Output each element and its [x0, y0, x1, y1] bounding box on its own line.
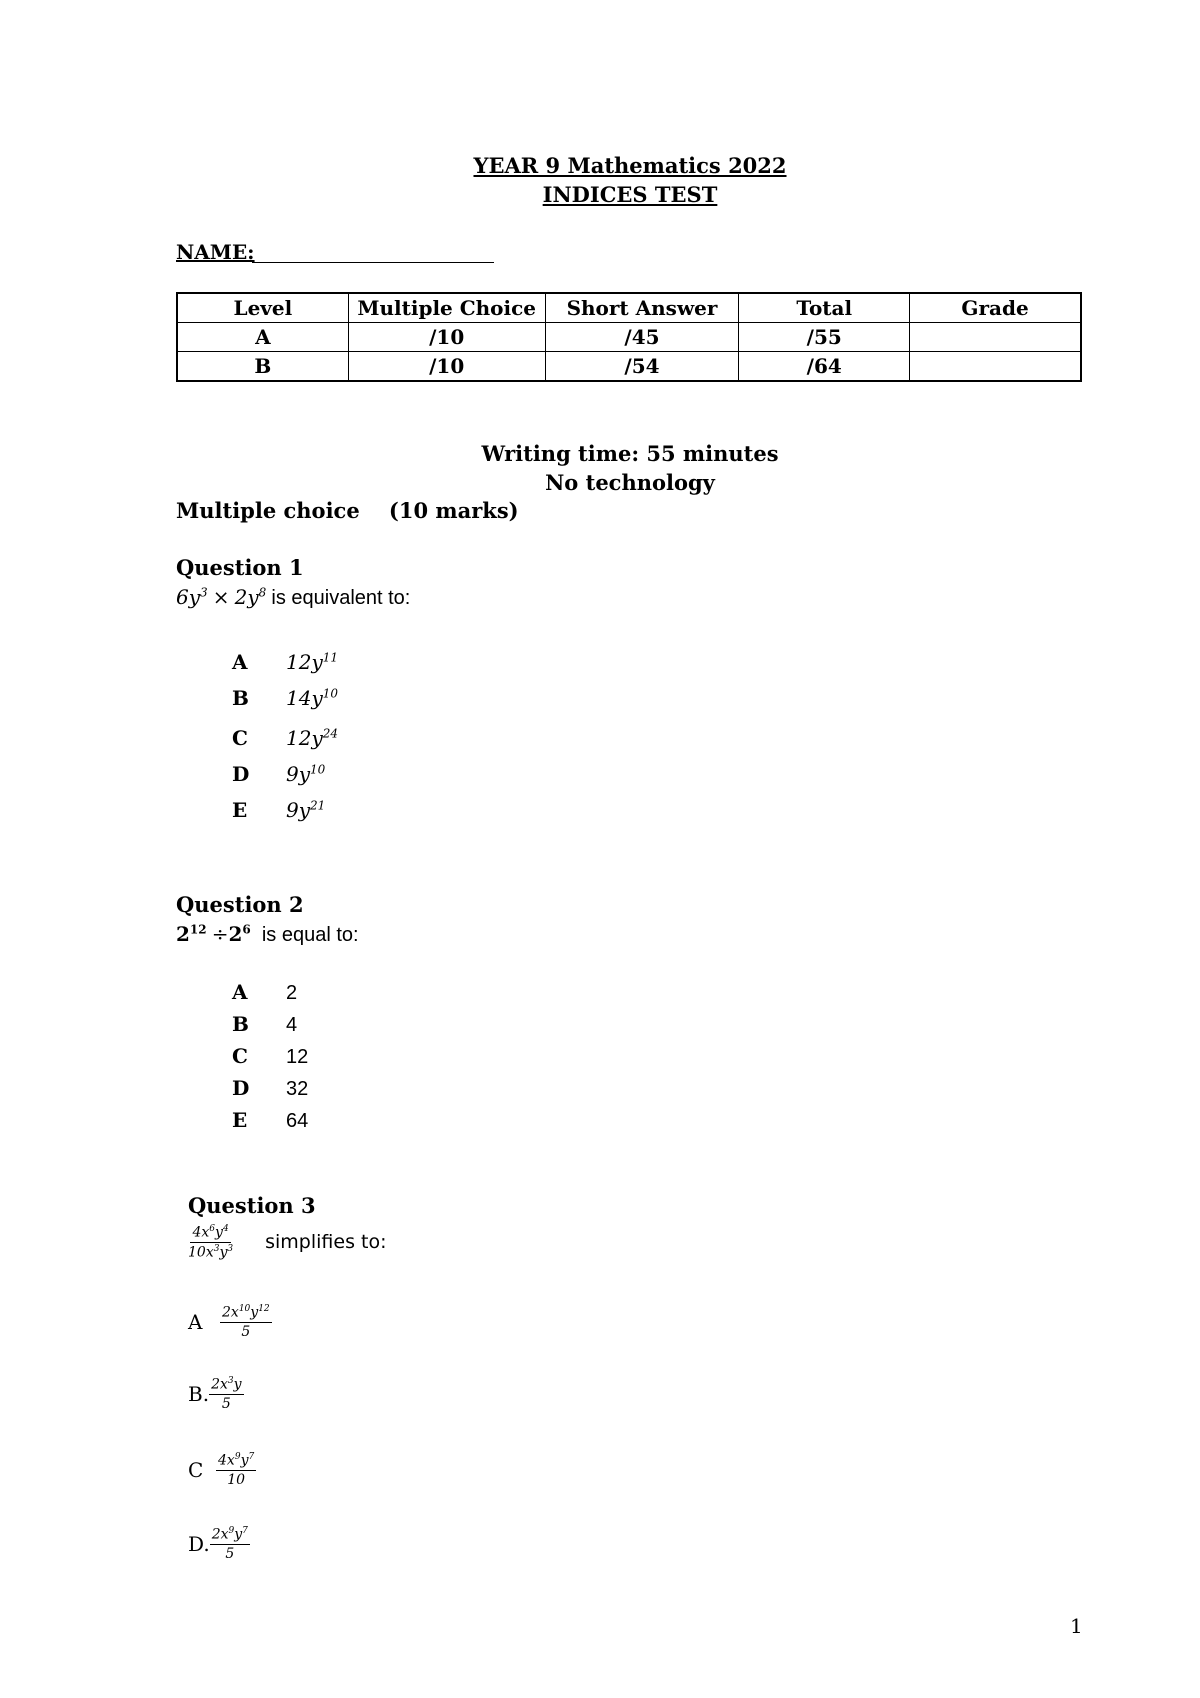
option-letter: B.: [188, 1381, 210, 1406]
option-letter: D.: [188, 1531, 210, 1556]
grade-table: [176, 292, 1082, 382]
option-letter: A: [232, 650, 248, 674]
table-row: [177, 352, 1081, 382]
document-title: YEAR 9 Mathematics 2022: [473, 153, 787, 178]
column-header: Total: [739, 293, 910, 323]
q2-operator: ÷: [211, 922, 229, 946]
table-cell: [910, 352, 1081, 382]
q1-text: is equivalent to:: [271, 587, 411, 609]
table-cell: /10: [348, 323, 545, 352]
option-value: $9y^{21}$: [286, 798, 326, 822]
option-value: 12: [286, 1046, 309, 1068]
option-letter: E: [232, 798, 248, 822]
name-label: NAME:: [176, 240, 255, 264]
option-value: $14y^{10}$: [286, 686, 339, 710]
q3-option-a[interactable]: [188, 1304, 272, 1340]
table-cell: /55: [739, 323, 910, 352]
question-3-stem: [188, 1224, 387, 1260]
question-1-heading: Question 1: [176, 555, 304, 580]
q2-option-a[interactable]: [232, 980, 297, 1005]
option-fraction: $\frac{2x^{10}y^{12}}{5}$: [222, 1304, 270, 1340]
technology-note: No technology: [545, 470, 715, 495]
q2-option-d[interactable]: [232, 1076, 308, 1101]
column-header: Level: [177, 293, 348, 323]
section-heading: Multiple choice (10 marks): [176, 498, 519, 523]
column-header: Short Answer: [545, 293, 739, 323]
q3-option-c[interactable]: [188, 1452, 256, 1488]
q1-option-b[interactable]: [232, 686, 338, 710]
table-cell: /45: [545, 323, 739, 352]
q1-term-a: $6y^3$: [176, 585, 208, 609]
option-letter: B: [232, 686, 249, 710]
question-3-heading: Question 3: [188, 1193, 316, 1218]
option-fraction: $\frac{2x^3y}{5}$: [211, 1376, 242, 1412]
option-letter: C: [232, 726, 248, 750]
q2-term-a: $2^{12}$: [176, 922, 207, 946]
option-letter: A: [188, 1309, 203, 1334]
page-number: 1: [1070, 1614, 1083, 1638]
question-2-heading: Question 2: [176, 892, 304, 917]
q1-option-e[interactable]: [232, 798, 325, 822]
q2-option-c[interactable]: [232, 1044, 308, 1069]
q1-option-c[interactable]: [232, 726, 338, 750]
option-value: $12y^{24}$: [286, 726, 339, 750]
q3-option-d[interactable]: [188, 1526, 250, 1562]
table-cell: [910, 323, 1081, 352]
document-subtitle: INDICES TEST: [542, 182, 718, 207]
option-letter: D: [232, 762, 250, 786]
table-row: [177, 323, 1081, 352]
name-answer-line[interactable]: [252, 262, 494, 263]
table-cell: /54: [545, 352, 739, 382]
table-cell: B: [177, 352, 348, 382]
q3-text: simplifies to:: [265, 1231, 387, 1254]
option-value: 2: [286, 982, 298, 1004]
q1-option-a[interactable]: [232, 650, 338, 674]
q3-option-b[interactable]: [188, 1376, 244, 1412]
option-letter: D: [232, 1076, 250, 1100]
q2-option-b[interactable]: [232, 1012, 297, 1037]
option-value: 4: [286, 1014, 298, 1036]
question-2-stem: [176, 922, 359, 947]
grade-table-header-row: [177, 293, 1081, 323]
option-value: $9y^{10}$: [286, 762, 326, 786]
q2-term-b: $2^6$: [228, 922, 251, 946]
q2-text: is equal to:: [261, 924, 359, 946]
option-value: 32: [286, 1078, 309, 1100]
option-fraction: $\frac{4x^9y^7}{10}$: [218, 1452, 255, 1488]
q1-option-d[interactable]: [232, 762, 325, 786]
option-fraction: $\frac{2x^9y^7}{5}$: [211, 1526, 248, 1562]
column-header: Grade: [910, 293, 1081, 323]
column-header: Multiple Choice: [348, 293, 545, 323]
table-cell: A: [177, 323, 348, 352]
option-letter: E: [232, 1108, 248, 1132]
table-cell: /10: [348, 352, 545, 382]
option-value: $12y^{11}$: [286, 650, 339, 674]
option-letter: C: [232, 1044, 248, 1068]
option-letter: A: [232, 980, 248, 1004]
q2-option-e[interactable]: [232, 1108, 308, 1133]
option-value: 64: [286, 1110, 309, 1132]
option-letter: B: [232, 1012, 249, 1036]
option-letter: C: [188, 1457, 204, 1482]
q1-term-b: $2y^8$: [234, 585, 267, 609]
table-cell: /64: [739, 352, 910, 382]
q3-stem-fraction: $\frac{4x^6y^4}{10x^3y^3}$: [188, 1224, 234, 1261]
q1-operator: ×: [212, 585, 230, 609]
writing-time: Writing time: 55 minutes: [481, 441, 779, 466]
question-1-stem: [176, 585, 410, 610]
